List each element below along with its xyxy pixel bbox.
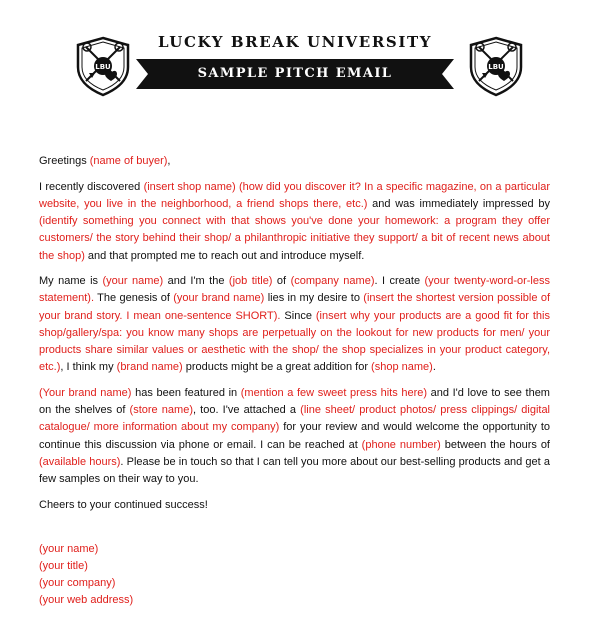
body-text: I recently discovered: [39, 180, 144, 193]
body-text: The genesis of: [94, 292, 174, 305]
greeting: [39, 153, 550, 170]
body-text: of: [272, 275, 291, 288]
body-text: lies in my desire to: [264, 292, 364, 305]
body-text: . I create: [374, 275, 425, 288]
greeting-text: ,: [167, 155, 171, 167]
placeholder-text: (company name): [290, 275, 375, 288]
placeholder-text: (line sheet/ product photos/ press clippings/ digital catalogue/ more information about my company): [39, 404, 551, 434]
letterhead: [0, 0, 589, 110]
placeholder-text: (store name): [129, 404, 193, 417]
placeholder-text: (available hours): [39, 455, 121, 468]
body-text: between the hours of: [440, 438, 550, 451]
placeholder-text: (insert shop name) (how did you discover it? In a specific magazine, on a particular website, you live in the neighborhood, a friend shops there, etc.): [39, 180, 551, 210]
paragraph-discovery: [39, 179, 550, 265]
body-text: products might be a great addition for: [182, 361, 372, 374]
body-text: and was immediately impressed by: [367, 197, 550, 210]
placeholder-text: (brand name): [116, 361, 183, 374]
placeholder-text: (insert why your products are a good fit for this shop/gallery/spa: you know many shops are perpetually on the lookout for new products for men/ your products share similar values or aesthetic with the shop/ the shop specializes in your product category, etc.): [39, 309, 550, 374]
signature-line: (your company): [39, 577, 116, 590]
placeholder-text: (your brand name): [173, 292, 265, 305]
svg-text:LBU: LBU: [95, 63, 111, 71]
placeholder-text: (your twenty-word-or-less statement).: [39, 275, 550, 305]
body-text: . Please be in touch so that I can tell you more about our best-selling products and get a few samples on their way to you.: [39, 455, 550, 485]
body-text: Since: [280, 309, 316, 322]
paragraph-introduction: [39, 273, 550, 376]
body-text: My name is: [39, 275, 103, 288]
body-text: .: [432, 361, 436, 374]
banner-title: SAMPLE PITCH EMAIL: [197, 66, 393, 81]
placeholder-text: (shop name): [371, 361, 433, 374]
body-text: , too. I've attached a: [192, 404, 301, 417]
body-text: has been featured in: [131, 386, 241, 399]
crest-icon: [73, 35, 133, 97]
signature-line: (your title): [39, 560, 88, 573]
placeholder-text: (your name): [102, 275, 164, 288]
signature-block: [39, 541, 550, 610]
signature-line: (your name): [39, 542, 99, 555]
svg-text:LBU: LBU: [488, 63, 504, 71]
placeholder-text: (Your brand name): [39, 386, 132, 399]
closing-line: Cheers to your continued success!: [39, 498, 208, 511]
greeting-text: Greetings: [39, 155, 90, 167]
placeholder-text: (job title): [228, 275, 273, 288]
letter-body: [39, 153, 550, 610]
body-text: for your review and would welcome the opportunity to continue this discussion via phone or email. I can be reached at: [39, 421, 550, 451]
paragraph-press: [39, 385, 550, 488]
crest-icon: [466, 35, 526, 97]
placeholder-text: (identify something you connect with that shows you've done your homework: a program they offer customers/ the story behind their shop/ a philanthropic initiative they support/ a bit of recent news about the shop): [39, 215, 550, 262]
placeholder-text: (mention a few sweet press hits here): [240, 386, 428, 399]
placeholder-text: (insert the shortest version possible of your brand story. I mean one-sentence SHORT).: [39, 292, 550, 322]
body-text: and I'd love to see them on the shelves of: [39, 386, 550, 417]
page-title: LUCKY BREAK UNIVERSITY: [157, 33, 433, 51]
placeholder-text: (phone number): [361, 438, 441, 451]
body-text: and that prompted me to reach out and introduce myself.: [84, 249, 365, 262]
signature-line: (your web address): [39, 594, 134, 607]
body-text: and I'm the: [163, 275, 229, 288]
placeholder-text: (name of buyer): [89, 155, 168, 167]
body-text: , I think my: [60, 361, 117, 374]
